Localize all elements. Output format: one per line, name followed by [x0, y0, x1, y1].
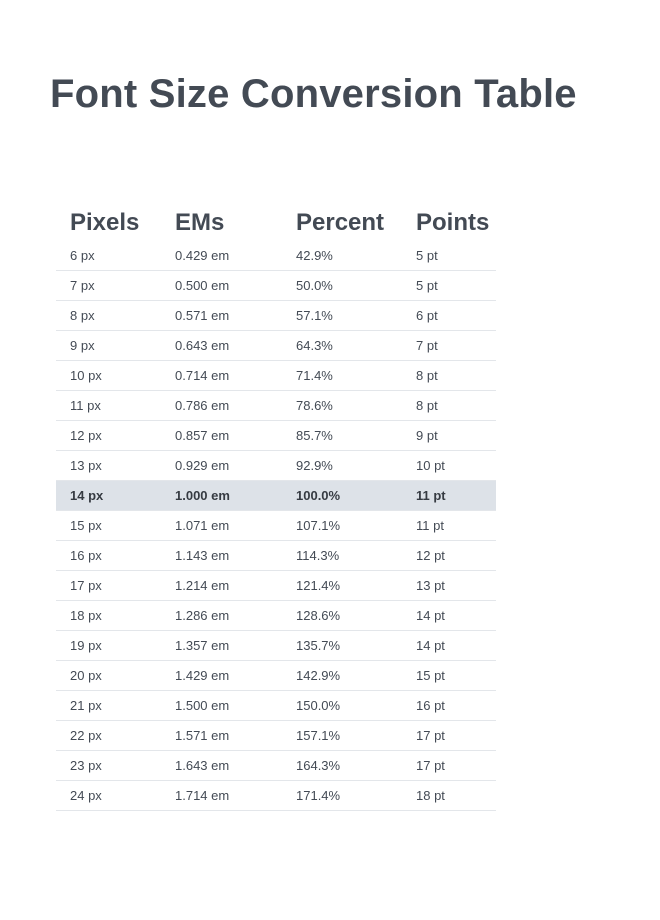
- table-row: [56, 691, 496, 721]
- table-row: [56, 301, 496, 331]
- cell-percent: 100.0%: [296, 488, 341, 503]
- table-row-highlighted: [56, 481, 496, 511]
- cell-ems: 1.714 em: [175, 788, 230, 803]
- cell-points: 6 pt: [416, 308, 438, 323]
- table-row: [56, 661, 496, 691]
- cell-pixels: 16 px: [70, 548, 102, 563]
- cell-percent: 50.0%: [296, 278, 333, 293]
- cell-percent: 42.9%: [296, 248, 333, 263]
- cell-points: 7 pt: [416, 338, 438, 353]
- cell-points: 12 pt: [416, 548, 445, 563]
- cell-ems: 1.357 em: [175, 638, 230, 653]
- conversion-table: [56, 205, 496, 811]
- cell-pixels: 10 px: [70, 368, 102, 383]
- cell-percent: 92.9%: [296, 458, 333, 473]
- cell-ems: 0.714 em: [175, 368, 230, 383]
- cell-points: 14 pt: [416, 608, 445, 623]
- cell-ems: 0.500 em: [175, 278, 230, 293]
- table-body: [56, 241, 496, 811]
- cell-points: 10 pt: [416, 458, 445, 473]
- cell-pixels: 6 px: [70, 248, 95, 263]
- cell-percent: 157.1%: [296, 728, 341, 743]
- cell-ems: 1.571 em: [175, 728, 230, 743]
- table-header-row: [56, 205, 496, 241]
- cell-ems: 0.857 em: [175, 428, 230, 443]
- cell-percent: 171.4%: [296, 788, 341, 803]
- cell-pixels: 8 px: [70, 308, 95, 323]
- cell-points: 14 pt: [416, 638, 445, 653]
- cell-points: 8 pt: [416, 398, 438, 413]
- cell-ems: 1.071 em: [175, 518, 230, 533]
- cell-pixels: 7 px: [70, 278, 95, 293]
- cell-points: 18 pt: [416, 788, 445, 803]
- cell-pixels: 15 px: [70, 518, 102, 533]
- cell-pixels: 11 px: [70, 398, 101, 413]
- cell-percent: 71.4%: [296, 368, 333, 383]
- table-row: [56, 451, 496, 481]
- cell-ems: 1.429 em: [175, 668, 230, 683]
- cell-points: 11 pt: [416, 518, 444, 533]
- cell-percent: 114.3%: [296, 548, 340, 563]
- table-row: [56, 751, 496, 781]
- cell-points: 5 pt: [416, 278, 438, 293]
- cell-points: 11 pt: [416, 488, 446, 503]
- cell-ems: 1.143 em: [175, 548, 230, 563]
- header-ems: EMs: [175, 209, 225, 236]
- cell-pixels: 23 px: [70, 758, 102, 773]
- cell-ems: 1.500 em: [175, 698, 230, 713]
- header-percent: Percent: [296, 209, 385, 236]
- cell-percent: 142.9%: [296, 668, 341, 683]
- table-row: [56, 421, 496, 451]
- cell-pixels: 13 px: [70, 458, 102, 473]
- cell-percent: 107.1%: [296, 518, 341, 533]
- table-row: [56, 571, 496, 601]
- table-row: [56, 601, 496, 631]
- cell-pixels: 9 px: [70, 338, 95, 353]
- table-row: [56, 631, 496, 661]
- cell-percent: 128.6%: [296, 608, 341, 623]
- table-row: [56, 331, 496, 361]
- cell-ems: 0.786 em: [175, 398, 230, 413]
- cell-ems: 0.429 em: [175, 248, 230, 263]
- cell-ems: 0.643 em: [175, 338, 230, 353]
- cell-pixels: 22 px: [70, 728, 102, 743]
- table-row: [56, 271, 496, 301]
- cell-ems: 0.571 em: [175, 308, 230, 323]
- cell-percent: 64.3%: [296, 338, 333, 353]
- table-row: [56, 721, 496, 751]
- cell-ems: 0.929 em: [175, 458, 230, 473]
- cell-pixels: 21 px: [70, 698, 102, 713]
- cell-percent: 121.4%: [296, 578, 341, 593]
- cell-ems: 1.000 em: [175, 488, 230, 503]
- cell-ems: 1.286 em: [175, 608, 230, 623]
- cell-pixels: 20 px: [70, 668, 102, 683]
- table-row: [56, 361, 496, 391]
- table-row: [56, 391, 496, 421]
- cell-points: 15 pt: [416, 668, 445, 683]
- cell-pixels: 14 px: [70, 488, 104, 503]
- cell-points: 13 pt: [416, 578, 445, 593]
- cell-percent: 164.3%: [296, 758, 341, 773]
- header-pixels: Pixels: [70, 209, 140, 236]
- cell-pixels: 24 px: [70, 788, 102, 803]
- cell-ems: 1.214 em: [175, 578, 230, 593]
- cell-percent: 85.7%: [296, 428, 333, 443]
- cell-points: 17 pt: [416, 728, 445, 743]
- table-row: [56, 241, 496, 271]
- table-row: [56, 541, 496, 571]
- cell-pixels: 18 px: [70, 608, 102, 623]
- cell-pixels: 17 px: [70, 578, 102, 593]
- cell-points: 5 pt: [416, 248, 438, 263]
- cell-points: 16 pt: [416, 698, 445, 713]
- cell-percent: 78.6%: [296, 398, 333, 413]
- cell-percent: 57.1%: [296, 308, 333, 323]
- cell-pixels: 19 px: [70, 638, 102, 653]
- cell-points: 8 pt: [416, 368, 438, 383]
- table-row: [56, 511, 496, 541]
- cell-percent: 150.0%: [296, 698, 341, 713]
- cell-pixels: 12 px: [70, 428, 102, 443]
- cell-percent: 135.7%: [296, 638, 341, 653]
- page-title: Font Size Conversion Table: [50, 72, 577, 116]
- cell-ems: 1.643 em: [175, 758, 230, 773]
- table-row: [56, 781, 496, 811]
- cell-points: 9 pt: [416, 428, 438, 443]
- header-points: Points: [416, 209, 490, 236]
- cell-points: 17 pt: [416, 758, 445, 773]
